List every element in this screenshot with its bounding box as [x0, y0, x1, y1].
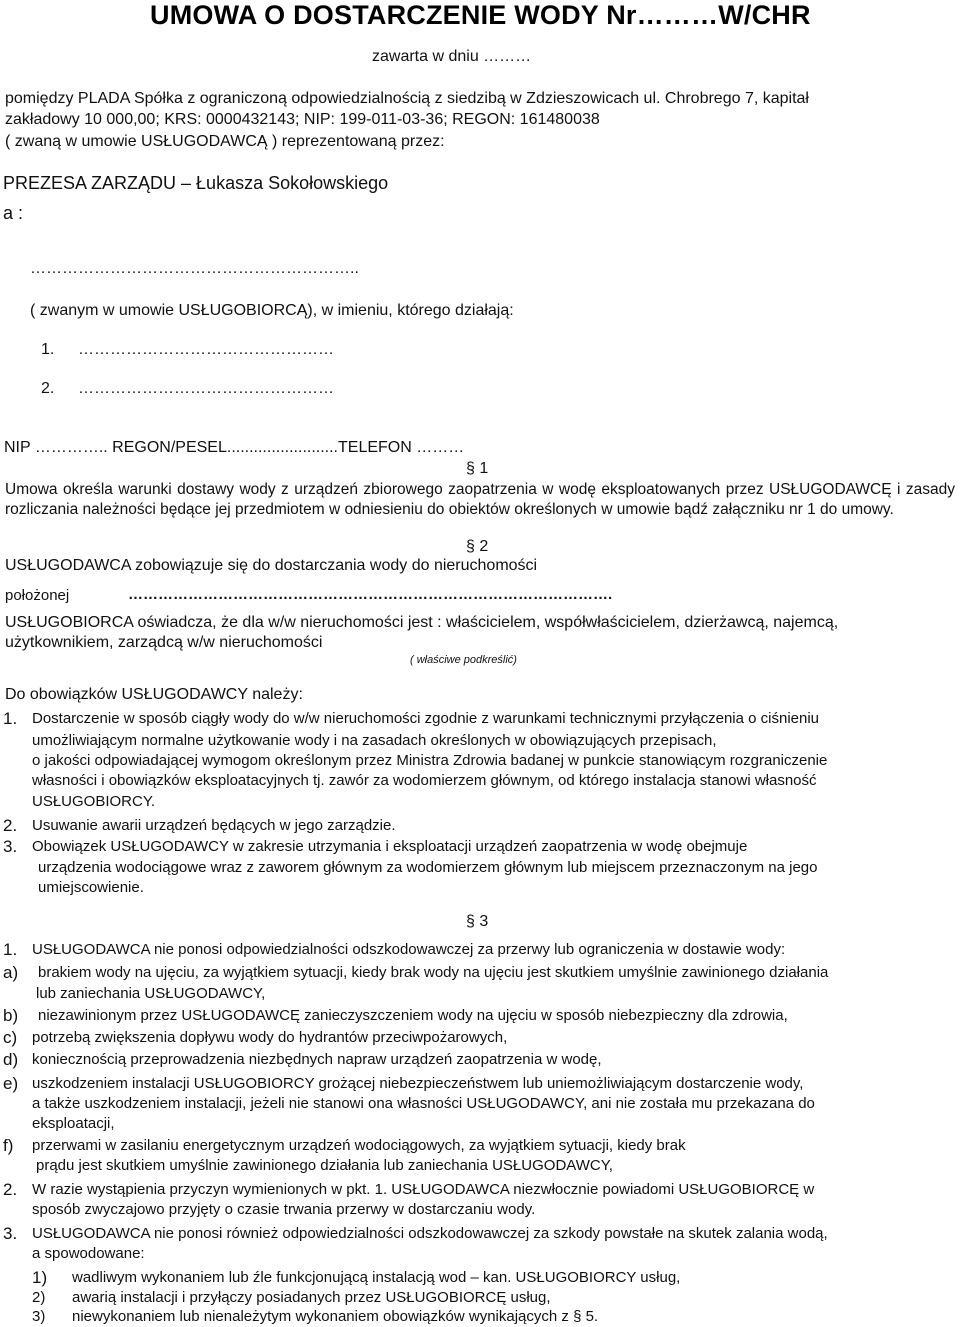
item-f-letter: f): [3, 1136, 14, 1155]
s3-point-2-line: W razie wystąpienia przyczyn wymienionych w pkt. 1. USŁUGODAWCA niezwłocznie powiadomi USŁUGOBIORCĘ w: [32, 1181, 815, 1198]
party-line-2: zakładowy 10 000,00; KRS: 0000432143; NIP: 199-011-03-36; REGON: 161480038: [5, 111, 600, 128]
s3-point-1-text: USŁUGODAWCA nie ponosi odpowiedzialności odszkodowawczej za przerwy lub ograniczenia w dostawie wody:: [32, 941, 786, 958]
party-line-3: ( zwaną w umowie USŁUGODAWCĄ ) reprezentowaną przez:: [5, 133, 445, 150]
s3-point-2-line: sposób zwyczajowo przyjęty o czasie trwania przerwy w dostarczaniu wody.: [32, 1201, 536, 1218]
item-b-letter: b): [3, 1006, 19, 1025]
item-c-line: potrzebą zwiększenia dopływu wody do hydrantów przeciwpożarowych,: [32, 1029, 508, 1046]
s3-point-2-number: 2.: [3, 1180, 18, 1199]
item-e-line: a także uszkodzeniem instalacji, jeżeli nie stanowi ona własności USŁUGODAWCY, ani nie została mu przekazana do: [32, 1095, 815, 1112]
duty-1-number: 1.: [3, 709, 18, 728]
sub-item-text: niewykonaniem lub nienależytym wykonaniem obowiązków wynikających z § 5.: [72, 1308, 599, 1325]
duty-2-number: 2.: [3, 816, 18, 835]
item-c-letter: c): [3, 1028, 18, 1047]
s3-point-3-line: USŁUGODAWCA nie ponosi również odpowiedzialności odszkodowawczej za szkody powstałe na skutek zalania wodą,: [32, 1225, 828, 1242]
item-f-line: prądu jest skutkiem umyślnie zawinionego działania lub zaniechania USŁUGODAWCY,: [36, 1157, 613, 1174]
section-1-heading: § 1: [466, 460, 489, 477]
s3-point-3-line: a spowodowane:: [32, 1245, 145, 1262]
item-e-line: uszkodzeniem instalacji USŁUGOBIORCY grożącej niebezpieczeństwem lub uniemożliwiającym dostarczenie wody,: [32, 1075, 804, 1092]
item-f-line: przerwami w zasilaniu energetycznym urządzeń wodociągowych, za wyjątkiem sytuacji, kiedy brak: [32, 1137, 686, 1154]
duty-1-line: o jakości odpowiadającej wymogom określonym przez Ministra Zdrowia badanej w punkcie stanowiącym rozgraniczenie: [32, 752, 828, 769]
item-d-line: koniecznością przeprowadzenia niezbędnych napraw urządzeń zaopatrzenia w wodę,: [32, 1051, 602, 1068]
sub-item-text: wadliwym wykonaniem lub źle funkcjonującą instalacją wod – kan. USŁUGOBIORCY usług,: [72, 1269, 681, 1286]
owner-line-2: użytkownikiem, zarządcą w/w nieruchomości: [5, 634, 323, 651]
section-1-text: Umowa określa warunki dostawy wody z urządzeń zbiorowego zaopatrzenia w wodę eksploatowanych przez USŁUGODAWCĘ i zasady rozliczania należności będące jej przedmiotem w odniesieniu do obiektów określonych w umowie bądź załączniku nr 1 do umowy.: [5, 481, 955, 518]
rep-2-number: 2.: [41, 380, 55, 397]
section-2-heading: § 2: [466, 538, 489, 555]
item-d-letter: d): [3, 1050, 19, 1069]
item-a-line: lub zaniechania USŁUGODAWCY,: [36, 985, 266, 1002]
date-line: zawarta w dniu ………: [372, 48, 532, 65]
document-title: UMOWA O DOSTARCZENIE WODY Nr………W/CHR: [150, 0, 811, 30]
duty-2-text: Usuwanie awarii urządzeń będących w jego zarządzie.: [32, 817, 396, 834]
item-b-line: niezawinionym przez USŁUGODAWCĘ zanieczyszczeniem wody na ujęciu w sposób niebezpieczny dla zdrowia,: [38, 1007, 788, 1024]
sub-item-number: 2): [32, 1289, 46, 1306]
item-a-line: brakiem wody na ujęciu, za wyjątkiem sytuacji, kiedy brak wody na ujęciu jest skutkiem umyślnie zawinionego działania: [38, 964, 829, 981]
customer-dots: ……………………………………………………..: [30, 260, 359, 277]
s3-point-3-number: 3.: [3, 1224, 18, 1243]
duty-3-line: umiejscowienie.: [38, 879, 144, 896]
underline-note: ( właściwe podkreślić): [410, 654, 517, 666]
duty-3-line: urządzenia wodociągowe wraz z zaworem głównym za wodomierzem głównym lub miejscem przeznaczonym na jego: [38, 859, 818, 876]
item-a-letter: a): [3, 963, 19, 982]
ids-line: NIP ………….. REGON/PESEL.........................TELEFON ………: [4, 439, 465, 456]
customer-line: ( zwanym w umowie USŁUGOBIORCĄ), w imieniu, którego działają:: [30, 302, 514, 319]
duty-1-line: Dostarczenie w sposób ciągły wody do w/w nieruchomości zgodnie z warunkami technicznymi przyłączenia o ciśnieniu: [32, 710, 820, 727]
located-dots: …………………………………………………………………………………….: [128, 586, 613, 603]
sub-item-number: 3): [32, 1308, 46, 1325]
item-e-line: eksploatacji,: [32, 1115, 115, 1132]
owner-line-1: USŁUGOBIORCA oświadcza, że dla w/w nieruchomości jest : właścicielem, współwłaścicielem, dzierżawcą, najemcą,: [5, 614, 839, 631]
duty-1-line: USŁUGOBIORCY.: [32, 793, 156, 810]
rep-1-number: 1.: [41, 341, 55, 358]
duty-3-line: Obowiązek USŁUGODAWCY w zakresie utrzymania i eksploatacji urządzeń zaopatrzenia w wodę obejmuje: [32, 838, 748, 855]
section-3-heading: § 3: [466, 913, 489, 930]
s3-point-1-number: 1.: [3, 940, 18, 959]
duty-1-line: własności i obowiązków eksploatacyjnych tj. zawór za wodomierzem głównym, od którego instalacja stanowi własność: [32, 772, 817, 789]
party-line-1: pomiędzy PLADA Spółka z ograniczoną odpowiedzialnością z siedzibą w Zdzieszowicach ul. Chrobrego 7, kapitał: [5, 90, 809, 107]
section-2-line: USŁUGODAWCA zobowiązuje się do dostarczania wody do nieruchomości: [5, 557, 538, 574]
duty-3-number: 3.: [3, 837, 18, 856]
sub-item-text: awarią instalacji i przyłączy posiadanych przez USŁUGOBIORCĘ usług,: [72, 1289, 551, 1306]
and-label: a :: [3, 203, 24, 223]
representative: PREZESA ZARZĄDU – Łukasza Sokołowskiego: [3, 173, 389, 193]
duty-1-line: umożliwiającym normalne użytkowanie wody i na zasadach określonych w obowiązujących przepisach,: [32, 732, 717, 749]
item-e-letter: e): [3, 1074, 19, 1093]
duties-heading: Do obowiązków USŁUGODAWCY należy:: [5, 686, 303, 703]
sub-item-number: 1): [32, 1268, 48, 1287]
rep-1-dots: …………………………………………: [78, 341, 334, 358]
rep-2-dots: …………………………………………: [78, 380, 334, 397]
located-label: położonej: [5, 587, 70, 604]
